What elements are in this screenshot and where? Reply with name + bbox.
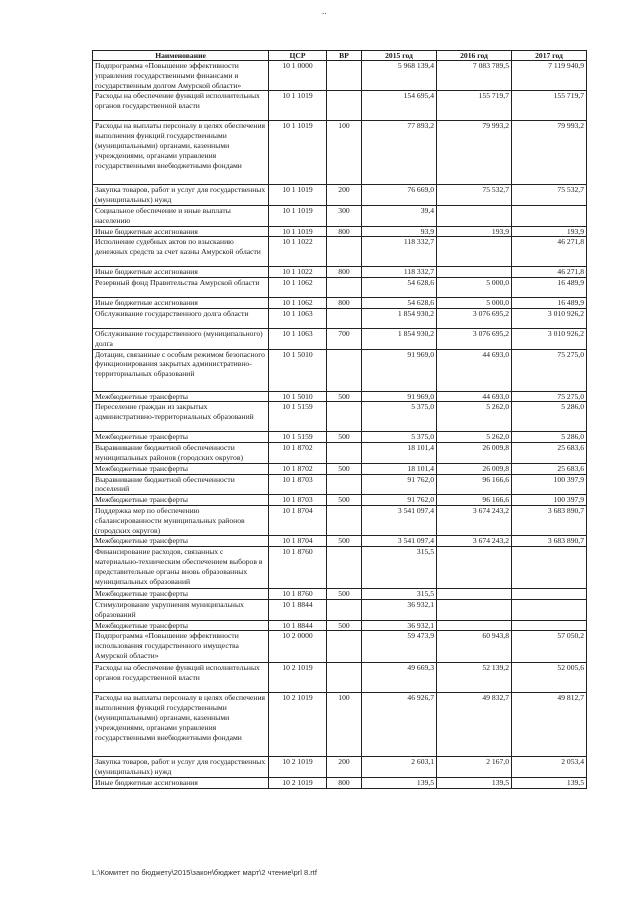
table-row	[93, 693, 587, 757]
row-vr: 500	[327, 432, 362, 443]
row-value-2015: 5 375,0	[362, 432, 437, 443]
row-name: Расходы на выплаты персоналу в целях обеспечения выполнения функций государственными (муниципальными) органами, казенными учреждениями, органами управления государственными внебюджетными фондами	[93, 693, 269, 757]
row-code: 10 1 1019	[269, 205, 327, 226]
row-value-2015: 18 101,4	[362, 443, 437, 464]
row-code: 10 1 1063	[269, 328, 327, 349]
row-name: Стимулирование укрупнения муниципальных образований	[93, 599, 269, 620]
row-value-2016	[437, 599, 512, 620]
row-vr	[327, 599, 362, 620]
row-code: 10 1 8704	[269, 505, 327, 535]
budget-table	[92, 50, 587, 789]
row-value-2016	[437, 205, 512, 226]
row-code: 10 1 1062	[269, 278, 327, 298]
row-name: Дотации, связанные с особым режимом безопасного функционирования закрытых административно-территориальных образований	[93, 349, 269, 391]
row-value-2017: 100 397,9	[512, 495, 587, 506]
row-vr	[327, 663, 362, 693]
row-value-2017: 25 683,6	[512, 443, 587, 464]
table-row	[93, 267, 587, 278]
table-row	[93, 631, 587, 663]
table-row	[93, 495, 587, 506]
row-value-2016: 26 009,8	[437, 463, 512, 474]
row-value-2016: 5 000,0	[437, 298, 512, 309]
row-value-2017	[512, 620, 587, 631]
row-name: Выравнивание бюджетной обеспеченности муниципальных районов (городских округов)	[93, 443, 269, 464]
row-vr: 100	[327, 121, 362, 185]
row-name: Закупка товаров, работ и услуг для государственных (муниципальных) нужд	[93, 185, 269, 206]
table-row	[93, 391, 587, 402]
row-name: Межбюджетные трансферты	[93, 391, 269, 402]
row-value-2015: 91 969,0	[362, 349, 437, 391]
table-row	[93, 402, 587, 432]
row-vr	[327, 402, 362, 432]
row-value-2015: 18 101,4	[362, 463, 437, 474]
row-value-2016: 139,5	[437, 777, 512, 788]
row-vr: 500	[327, 463, 362, 474]
row-value-2016: 5 000,0	[437, 278, 512, 298]
row-value-2017: 75 532,7	[512, 185, 587, 206]
row-value-2015: 2 603,1	[362, 757, 437, 778]
row-code: 10 1 1022	[269, 267, 327, 278]
table-row	[93, 463, 587, 474]
row-name: Расходы на выплаты персоналу в целях обеспечения выполнения функций государственными (муниципальными) органами, казенными учреждениями, органами управления государственными внебюджетными фондами	[93, 121, 269, 185]
row-value-2017: 75 275,0	[512, 391, 587, 402]
row-code: 10 1 8760	[269, 547, 327, 589]
row-value-2015: 118 332,7	[362, 237, 437, 267]
table-row	[93, 278, 587, 298]
table-row	[93, 298, 587, 309]
row-code: 10 2 1019	[269, 757, 327, 778]
row-value-2017: 7 119 940,9	[512, 61, 587, 91]
row-name: Расходы на обеспечение функций исполнительных органов государственной власти	[93, 663, 269, 693]
row-value-2016: 155 719,7	[437, 91, 512, 121]
row-value-2017: 46 271,8	[512, 267, 587, 278]
row-value-2015: 59 473,9	[362, 631, 437, 663]
row-value-2015: 91 969,0	[362, 391, 437, 402]
row-name: Обслуживание государственного (муниципального) долга	[93, 328, 269, 349]
row-code: 10 1 8844	[269, 599, 327, 620]
row-value-2017: 100 397,9	[512, 474, 587, 495]
row-value-2016: 79 993,2	[437, 121, 512, 185]
row-name: Выравнивание бюджетной обеспеченности поселений	[93, 474, 269, 495]
row-code: 10 1 1019	[269, 185, 327, 206]
row-vr	[327, 349, 362, 391]
row-code: 10 1 8703	[269, 495, 327, 506]
row-value-2017: 5 286,0	[512, 432, 587, 443]
row-value-2017	[512, 205, 587, 226]
row-vr	[327, 443, 362, 464]
row-name: Иные бюджетные ассигнования	[93, 267, 269, 278]
row-value-2016: 44 693,0	[437, 391, 512, 402]
row-code: 10 1 5010	[269, 349, 327, 391]
row-value-2016: 5 262,0	[437, 432, 512, 443]
table-row	[93, 308, 587, 328]
row-vr: 500	[327, 620, 362, 631]
row-name: Резервный фонд Правительства Амурской области	[93, 278, 269, 298]
row-vr	[327, 505, 362, 535]
row-value-2016	[437, 589, 512, 600]
row-code: 10 2 1019	[269, 777, 327, 788]
row-value-2015: 91 762,0	[362, 474, 437, 495]
row-value-2016: 96 166,6	[437, 474, 512, 495]
row-name: Иные бюджетные ассигнования	[93, 777, 269, 788]
row-value-2017: 193,9	[512, 226, 587, 237]
table-header-row	[93, 51, 587, 61]
row-value-2016	[437, 620, 512, 631]
row-name: Межбюджетные трансферты	[93, 536, 269, 547]
row-value-2017: 52 005,6	[512, 663, 587, 693]
row-value-2017: 25 683,6	[512, 463, 587, 474]
row-value-2015: 54 628,6	[362, 278, 437, 298]
row-name: Переселение граждан из закрытых административно-территориальных образований	[93, 402, 269, 432]
row-code: 10 1 8704	[269, 536, 327, 547]
row-name: Подпрограмма «Повышение эффективности использования государственного имущества Амурской области»	[93, 631, 269, 663]
row-value-2016: 49 832,7	[437, 693, 512, 757]
row-vr: 500	[327, 589, 362, 600]
row-value-2016: 52 139,2	[437, 663, 512, 693]
row-code: 10 1 5159	[269, 402, 327, 432]
row-value-2017: 2 053,4	[512, 757, 587, 778]
row-vr: 500	[327, 536, 362, 547]
row-code: 10 1 1019	[269, 121, 327, 185]
table-row	[93, 474, 587, 495]
header-code: ЦСР	[269, 51, 327, 61]
row-vr: 800	[327, 777, 362, 788]
row-name: Финансирование расходов, связанных с материально-техническим обеспечением выборов в представительные органы вновь образованных муниципальных образований	[93, 547, 269, 589]
row-value-2016: 75 532,7	[437, 185, 512, 206]
file-path-footer: L:\Комитет по бюджету\2015\закон\бюджет март\2 чтение\prl 8.rtf	[92, 868, 317, 877]
row-value-2017: 3 683 890,7	[512, 536, 587, 547]
row-value-2017: 75 275,0	[512, 349, 587, 391]
row-vr: 200	[327, 185, 362, 206]
table-row	[93, 589, 587, 600]
row-code: 10 1 1063	[269, 308, 327, 328]
row-name: Иные бюджетные ассигнования	[93, 298, 269, 309]
row-vr	[327, 278, 362, 298]
row-value-2016: 26 009,8	[437, 443, 512, 464]
table-row	[93, 620, 587, 631]
header-2015: 2015 год	[362, 51, 437, 61]
table-row	[93, 226, 587, 237]
table-row	[93, 328, 587, 349]
header-2016: 2016 год	[437, 51, 512, 61]
row-value-2015: 5 968 139,4	[362, 61, 437, 91]
row-value-2016	[437, 267, 512, 278]
table-row	[93, 505, 587, 535]
row-name: Межбюджетные трансферты	[93, 463, 269, 474]
row-value-2015: 1 854 930,2	[362, 328, 437, 349]
row-name: Межбюджетные трансферты	[93, 589, 269, 600]
row-value-2016: 60 943,8	[437, 631, 512, 663]
row-value-2016: 7 083 789,5	[437, 61, 512, 91]
row-name: Закупка товаров, работ и услуг для государственных (муниципальных) нужд	[93, 757, 269, 778]
row-value-2015: 3 541 097,4	[362, 505, 437, 535]
row-value-2017	[512, 589, 587, 600]
row-vr	[327, 61, 362, 91]
table-row	[93, 757, 587, 778]
row-value-2015: 49 669,3	[362, 663, 437, 693]
row-vr: 500	[327, 495, 362, 506]
row-value-2016: 193,9	[437, 226, 512, 237]
table-row	[93, 237, 587, 267]
row-vr: 800	[327, 298, 362, 309]
page-top-mark: ..	[322, 6, 327, 16]
row-value-2015: 93,9	[362, 226, 437, 237]
row-name: Подпрограмма «Повышение эффективности управления государственными финансами и государственным долгом Амурской области»	[93, 61, 269, 91]
row-value-2015: 54 628,6	[362, 298, 437, 309]
row-code: 10 1 8760	[269, 589, 327, 600]
row-value-2017: 155 719,7	[512, 91, 587, 121]
row-code: 10 1 1022	[269, 237, 327, 267]
row-name: Межбюджетные трансферты	[93, 620, 269, 631]
row-value-2015: 76 669,0	[362, 185, 437, 206]
row-vr: 100	[327, 693, 362, 757]
row-value-2017: 79 993,2	[512, 121, 587, 185]
row-value-2015: 91 762,0	[362, 495, 437, 506]
row-vr: 200	[327, 757, 362, 778]
row-vr	[327, 91, 362, 121]
row-value-2017: 139,5	[512, 777, 587, 788]
table-row	[93, 185, 587, 206]
row-value-2017: 49 812,7	[512, 693, 587, 757]
table-row	[93, 91, 587, 121]
row-value-2017: 3 010 926,2	[512, 308, 587, 328]
row-value-2017: 5 286,0	[512, 402, 587, 432]
row-vr: 700	[327, 328, 362, 349]
row-value-2017: 46 271,8	[512, 237, 587, 267]
row-value-2015: 139,5	[362, 777, 437, 788]
table-row	[93, 61, 587, 91]
row-code: 10 1 1019	[269, 226, 327, 237]
row-vr: 300	[327, 205, 362, 226]
row-value-2015: 77 893,2	[362, 121, 437, 185]
row-value-2015: 315,5	[362, 589, 437, 600]
row-value-2015: 36 932,1	[362, 599, 437, 620]
table-row	[93, 349, 587, 391]
row-value-2015: 154 695,4	[362, 91, 437, 121]
row-code: 10 1 5159	[269, 432, 327, 443]
row-code: 10 1 1019	[269, 91, 327, 121]
table-row	[93, 777, 587, 788]
row-value-2016: 44 693,0	[437, 349, 512, 391]
row-code: 10 2 1019	[269, 693, 327, 757]
row-name: Межбюджетные трансферты	[93, 495, 269, 506]
row-value-2016: 2 167,0	[437, 757, 512, 778]
row-name: Обслуживание государственного долга области	[93, 308, 269, 328]
row-value-2016: 3 076 695,2	[437, 328, 512, 349]
row-value-2015: 36 932,1	[362, 620, 437, 631]
row-name: Поддержка мер по обеспечению сбалансированности муниципальных районов (городских округов)	[93, 505, 269, 535]
table-row	[93, 205, 587, 226]
row-value-2015: 118 332,7	[362, 267, 437, 278]
row-value-2015: 5 375,0	[362, 402, 437, 432]
row-value-2015: 46 926,7	[362, 693, 437, 757]
row-value-2017: 3 010 926,2	[512, 328, 587, 349]
row-code: 10 1 8702	[269, 443, 327, 464]
row-value-2017: 16 489,9	[512, 298, 587, 309]
table-body	[93, 61, 587, 789]
row-name: Иные бюджетные ассигнования	[93, 226, 269, 237]
row-code: 10 1 8702	[269, 463, 327, 474]
row-code: 10 1 8844	[269, 620, 327, 631]
row-value-2015: 3 541 097,4	[362, 536, 437, 547]
row-value-2016: 3 076 695,2	[437, 308, 512, 328]
row-name: Расходы на обеспечение функций исполнительных органов государственной власти	[93, 91, 269, 121]
row-code: 10 1 0000	[269, 61, 327, 91]
row-value-2017: 16 489,9	[512, 278, 587, 298]
row-vr	[327, 308, 362, 328]
row-code: 10 1 5010	[269, 391, 327, 402]
row-value-2017	[512, 547, 587, 589]
row-vr: 800	[327, 226, 362, 237]
row-value-2017	[512, 599, 587, 620]
table-row	[93, 121, 587, 185]
header-vr: ВР	[327, 51, 362, 61]
table-row	[93, 547, 587, 589]
row-code: 10 2 0000	[269, 631, 327, 663]
row-value-2016	[437, 237, 512, 267]
row-name: Исполнение судебных актов по взысканию денежных средств за счет казны Амурской области	[93, 237, 269, 267]
row-code: 10 1 1062	[269, 298, 327, 309]
row-value-2016: 96 166,6	[437, 495, 512, 506]
row-name: Межбюджетные трансферты	[93, 432, 269, 443]
table-row	[93, 599, 587, 620]
row-vr	[327, 474, 362, 495]
row-vr	[327, 631, 362, 663]
table-row	[93, 536, 587, 547]
table-row	[93, 432, 587, 443]
header-2017: 2017 год	[512, 51, 587, 61]
row-value-2016: 3 674 243,2	[437, 536, 512, 547]
row-value-2016: 3 674 243,2	[437, 505, 512, 535]
table-row	[93, 443, 587, 464]
row-value-2015: 315,5	[362, 547, 437, 589]
table-row	[93, 663, 587, 693]
row-value-2016: 5 262,0	[437, 402, 512, 432]
row-value-2017: 57 050,2	[512, 631, 587, 663]
row-name: Социальное обеспечение и иные выплаты населению	[93, 205, 269, 226]
row-vr: 800	[327, 267, 362, 278]
row-code: 10 1 8703	[269, 474, 327, 495]
row-vr: 500	[327, 391, 362, 402]
row-code: 10 2 1019	[269, 663, 327, 693]
row-value-2015: 1 854 930,2	[362, 308, 437, 328]
row-vr	[327, 547, 362, 589]
header-name: Наименование	[93, 51, 269, 61]
row-vr	[327, 237, 362, 267]
row-value-2016	[437, 547, 512, 589]
row-value-2015: 39,4	[362, 205, 437, 226]
row-value-2017: 3 683 890,7	[512, 505, 587, 535]
